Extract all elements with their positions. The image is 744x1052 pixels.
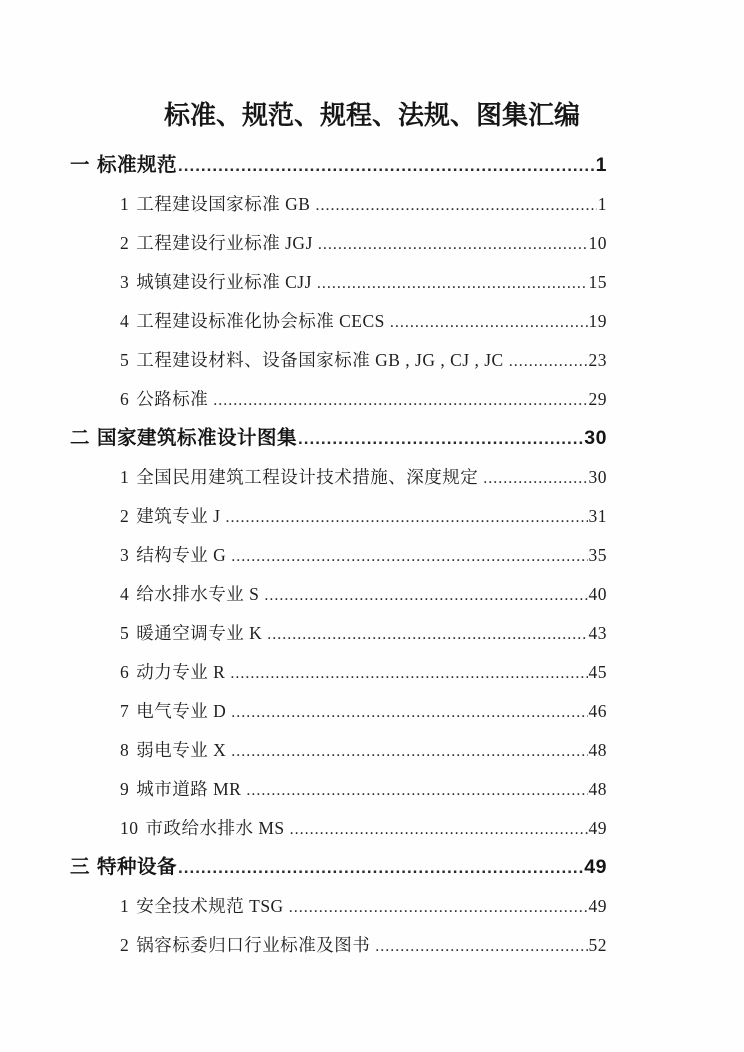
toc-item-page-number: 49 <box>588 896 607 916</box>
toc-item-number: 4 <box>120 311 130 331</box>
toc-item-number: 1 <box>120 896 130 916</box>
toc-item-row <box>70 185 607 224</box>
toc-item-number: 2 <box>120 935 130 955</box>
toc-item-page-number: 29 <box>588 389 607 409</box>
toc-item-row <box>70 692 607 731</box>
dot-leader <box>231 537 587 576</box>
toc-item-title: 结构专业 G <box>136 545 227 565</box>
toc-item-number: 1 <box>120 467 130 487</box>
toc-item-number: 10 <box>120 818 139 838</box>
toc-section-title: 特种设备 <box>97 856 178 878</box>
toc-item-page-number: 52 <box>588 935 607 955</box>
toc-item-title: 城镇建设行业标准 CJJ <box>136 272 312 292</box>
dot-leader <box>178 146 595 185</box>
toc-item-row <box>70 575 607 614</box>
toc-item-title: 锅容标委归口行业标准及图书 <box>136 935 371 955</box>
toc-section-row <box>70 848 607 887</box>
toc-item-row <box>70 926 607 965</box>
toc-item-row <box>70 731 607 770</box>
toc-section-page-number: 30 <box>584 427 607 449</box>
toc-section-page-number: 1 <box>595 154 607 176</box>
dot-leader <box>213 381 587 420</box>
toc-item-title: 公路标准 <box>136 389 209 409</box>
toc-item-row <box>70 536 607 575</box>
toc-section-label: 一 <box>70 154 91 176</box>
dot-leader <box>483 459 587 498</box>
toc-item-number: 2 <box>120 233 130 253</box>
dot-leader <box>298 419 583 458</box>
toc-item-number: 9 <box>120 779 130 799</box>
toc-item-row <box>70 770 607 809</box>
toc-item-row <box>70 887 607 926</box>
toc-item-page-number: 19 <box>588 311 607 331</box>
toc-item-page-number: 23 <box>588 350 607 370</box>
dot-leader <box>315 186 596 225</box>
toc-item-page-number: 43 <box>588 623 607 643</box>
toc-item-page-number: 30 <box>588 467 607 487</box>
toc-item-page-number: 48 <box>588 779 607 799</box>
dot-leader <box>231 693 587 732</box>
toc-item-number: 3 <box>120 272 130 292</box>
toc-item-page-number: 31 <box>588 506 607 526</box>
toc-section-page-number: 49 <box>584 856 607 878</box>
toc-item-page-number: 1 <box>597 194 607 214</box>
dot-leader <box>231 732 587 771</box>
toc-item-title: 暖通空调专业 K <box>136 623 263 643</box>
toc-item-number: 1 <box>120 194 130 214</box>
toc-item-number: 3 <box>120 545 130 565</box>
page-title: 标准、规范、规程、法规、图集汇编 <box>163 100 580 130</box>
dot-leader <box>290 810 588 849</box>
toc-section-title: 标准规范 <box>97 154 178 176</box>
toc-item-row <box>70 224 607 263</box>
toc-section-row <box>70 146 607 185</box>
toc-item-page-number: 46 <box>588 701 607 721</box>
toc-section-row <box>70 419 607 458</box>
toc-item-row <box>70 653 607 692</box>
toc-item-page-number: 49 <box>588 818 607 838</box>
toc-section-label: 三 <box>70 856 91 878</box>
toc-item-row <box>70 458 607 497</box>
toc-item-title: 动力专业 R <box>136 662 226 682</box>
toc-item-title: 电气专业 D <box>136 701 227 721</box>
toc-item-title: 工程建设国家标准 GB <box>136 194 311 214</box>
dot-leader <box>509 342 588 381</box>
toc-item-title: 给水排水专业 S <box>136 584 260 604</box>
dot-leader <box>390 303 588 342</box>
toc-item-title: 工程建设行业标准 JGJ <box>136 233 313 253</box>
toc-item-number: 5 <box>120 623 130 643</box>
dot-leader <box>317 264 588 303</box>
toc-item-page-number: 35 <box>588 545 607 565</box>
toc-item-number: 8 <box>120 740 130 760</box>
toc-item-number: 2 <box>120 506 130 526</box>
toc-item-title: 城市道路 MR <box>136 779 242 799</box>
dot-leader <box>289 888 588 927</box>
toc-item-page-number: 10 <box>588 233 607 253</box>
toc-item-row <box>70 614 607 653</box>
dot-leader <box>225 498 587 537</box>
toc-item-title: 全国民用建筑工程设计技术措施、深度规定 <box>136 467 479 487</box>
toc-item-row <box>70 380 607 419</box>
dot-leader <box>267 615 587 654</box>
toc-item-page-number: 45 <box>588 662 607 682</box>
toc-item-row <box>70 497 607 536</box>
dot-leader <box>318 225 588 264</box>
toc-item-number: 4 <box>120 584 130 604</box>
toc-item-row <box>70 302 607 341</box>
toc-item-page-number: 40 <box>588 584 607 604</box>
table-of-contents <box>70 146 607 965</box>
toc-item-title: 工程建设标准化协会标准 CECS <box>136 311 385 331</box>
toc-item-title: 安全技术规范 TSG <box>136 896 284 916</box>
toc-item-number: 6 <box>120 389 130 409</box>
toc-item-row <box>70 263 607 302</box>
toc-item-number: 6 <box>120 662 130 682</box>
dot-leader <box>230 654 587 693</box>
toc-section-title: 国家建筑标准设计图集 <box>97 427 298 449</box>
toc-item-title: 市政给水排水 MS <box>145 818 285 838</box>
dot-leader <box>178 848 583 887</box>
toc-item-title: 弱电专业 X <box>136 740 227 760</box>
toc-item-row <box>70 341 607 380</box>
toc-item-page-number: 15 <box>588 272 607 292</box>
toc-item-title: 工程建设材料、设备国家标准 GB , JG , CJ , JC <box>136 350 504 370</box>
toc-item-row <box>70 809 607 848</box>
toc-item-page-number: 48 <box>588 740 607 760</box>
dot-leader <box>246 771 587 810</box>
toc-section-label: 二 <box>70 427 91 449</box>
dot-leader <box>375 927 587 966</box>
dot-leader <box>264 576 587 615</box>
toc-item-title: 建筑专业 J <box>136 506 221 526</box>
toc-item-number: 7 <box>120 701 130 721</box>
toc-item-number: 5 <box>120 350 130 370</box>
